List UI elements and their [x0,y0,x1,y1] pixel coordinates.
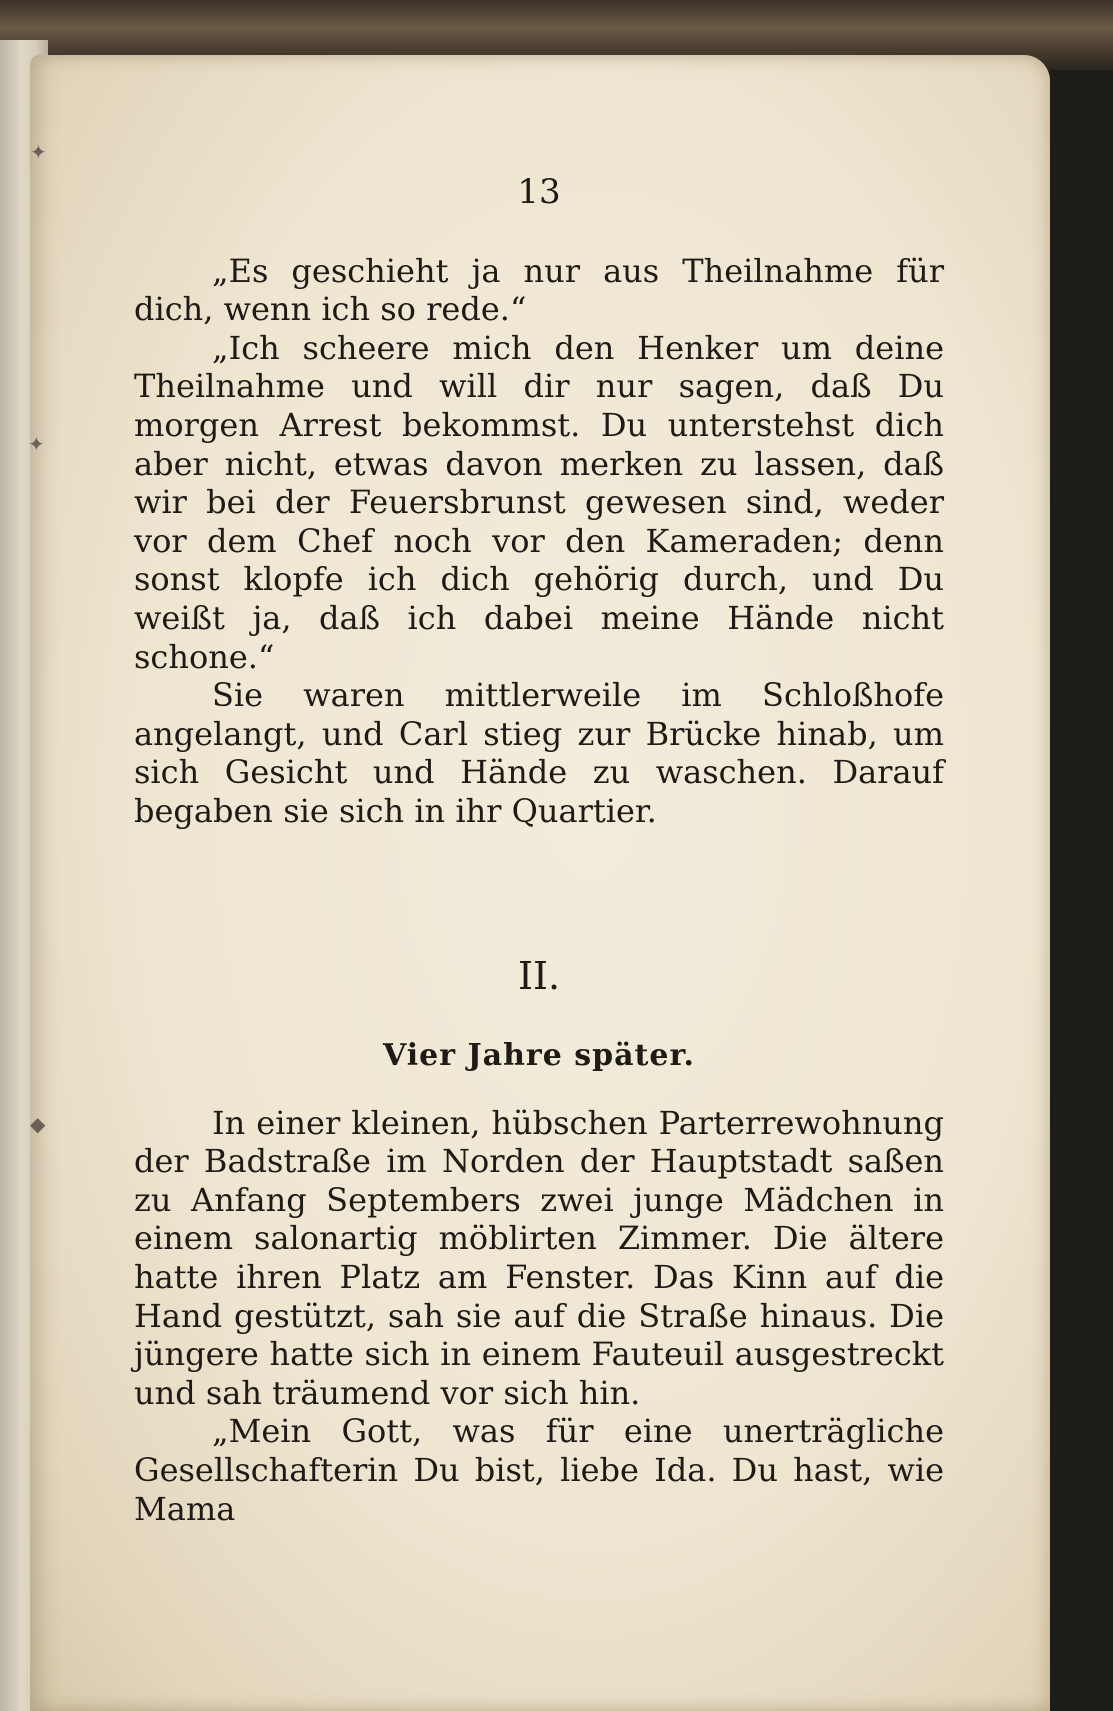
margin-mark-icon: ✦ [28,432,45,456]
chapter-number: II. [517,953,561,998]
margin-mark-icon: ✦ [30,140,47,164]
paragraph-5: „Mein Gott, was für eine unerträgliche Gesellschafterin Du bist, liebe Ida. Du hast, wie Mama [134,1412,944,1528]
page-text-block [134,173,944,1528]
chapter-title: Vier Jahre später. [382,1038,695,1074]
margin-mark-icon: ◆ [30,1112,46,1136]
page-number: 13 [517,172,561,212]
paragraph-4: In einer kleinen, hübschen Parterrewohnung der Badstraße im Norden der Hauptstadt saßen zu Anfang Septembers zwei junge Mädchen in einem salonartig möblirten Zimmer. Die ältere hatte ihren Platz am Fenster. Das Kinn auf die Hand gestützt, sah sie auf die Straße hinaus. Die jüngere hatte sich in einem Fauteuil ausgestreckt und sah träumend vor sich hin. [134,1103,944,1412]
paragraph-1: „Es geschieht ja nur aus Theilnahme für dich, wenn ich so rede.“ [134,251,944,329]
paragraph-2: „Ich scheere mich den Henker um deine Theilnahme und will dir nur sagen, daß Du morgen Arrest bekommst. Du unterstehst dich aber nicht, etwas davon merken zu lassen, daß wir bei der Feuersbrunst gewesen sind, weder vor dem Chef noch vor den Kameraden; denn sonst klopfe ich dich gehörig durch, und Du weißt ja, daß ich dabei meine Hände nicht schone.“ [134,328,944,676]
paragraph-3: Sie waren mittlerweile im Schloßhofe angelangt, und Carl stieg zur Brücke hinab, um sich Gesicht und Hände zu waschen. Darauf begaben sie sich in ihr Quartier. [134,676,944,830]
book-page [30,55,1050,1711]
